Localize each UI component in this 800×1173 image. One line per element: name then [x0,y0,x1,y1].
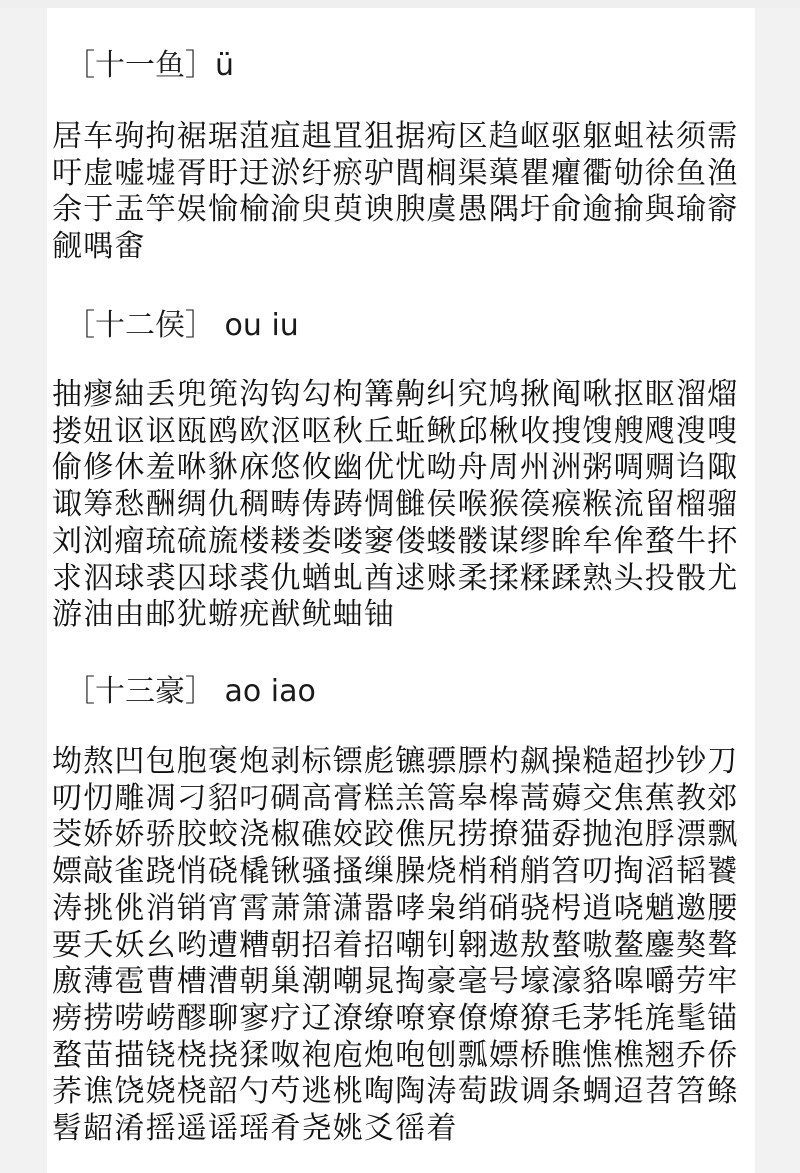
top-strip [0,0,800,8]
section-heading-hou: ［十二侯］ ou iu [65,308,299,343]
section-text-yu: 居车驹拘裾琚菹疽趄罝狙据痀区趋岖驱躯蛆袪须需吁虚嘘墟胥盱迂淤纡瘀驴閭榈渠蕖瞿癯衢劬徐鱼渔余于盂竽娱愉榆渝臾萸谀腴虞愚隅圩俞逾揄與瑜窬觎喁畬 [52,119,739,265]
section-heading-yu: ［十一鱼］ü [65,48,235,83]
section-text-hou: 抽瘳紬丢兜篼沟钩勾枸篝齁纠究鸠揪阄啾抠眍溜熘搂妞讴讴瓯鸥欧沤呕秋丘蚯鳅邱楸收搜馊艘飕溲嗖偷修休羞咻貅庥悠攸幽优忧呦舟周州洲粥啁赒诌陬诹筹愁酬绸仇稠畴俦踌惆雠侯喉猴篌瘊糇流留榴骝刘浏瘤琉硫旒楼耧娄喽窭偻蝼髅谋缪眸牟侔蝥牛抔求泅球裘囚球裘仇蝤虬酋逑赇柔揉糅蹂熟头投骰尤游油由邮犹蝣疣猷鱿蚰铀 [52,377,739,633]
section-heading-hao: ［十三豪］ ao iao [65,674,316,709]
section-text-hao: 坳熬凹包胞褒炮剥标镖彪镳骠膘杓飙操糙超抄钞刀叨忉雕凋刁貂叼碉高膏糕羔篙皋槔蒿薅交焦蕉教郊茭娇娇骄胶蛟浇椒礁姣跤僬尻捞撩猫孬抛泡脬漂飘嫖敲雀跷悄硗橇锹骚搔缫臊烧梢稍艄笤叨掏滔韬饕涛挑佻消销宵霄萧箫潇嚣哮枭绡硝骁枵逍哓魈邀腰要夭妖幺哟遭糟朝招着招嘲钊翱遨敖螯嗷鳌鏖獒聱廒薄雹曹槽漕朝巢潮嘲晁掏豪毫号壕濠貉嗥嚼劳牢痨捞唠崂醪聊寥疗辽潦缭嘹寮僚燎獠毛茅牦旄髦锚蝥苗描铙桡挠猱呶袍庖炮咆刨瓢嫖桥瞧憔樵翘乔侨荞谯饶娆桡韶勺芍逃桃啕陶涛萄跋调条蜩迢苕笤鲦髫龆淆摇遥谣瑶肴尧姚爻徭着 [52,744,739,1147]
document-page [47,8,755,1173]
